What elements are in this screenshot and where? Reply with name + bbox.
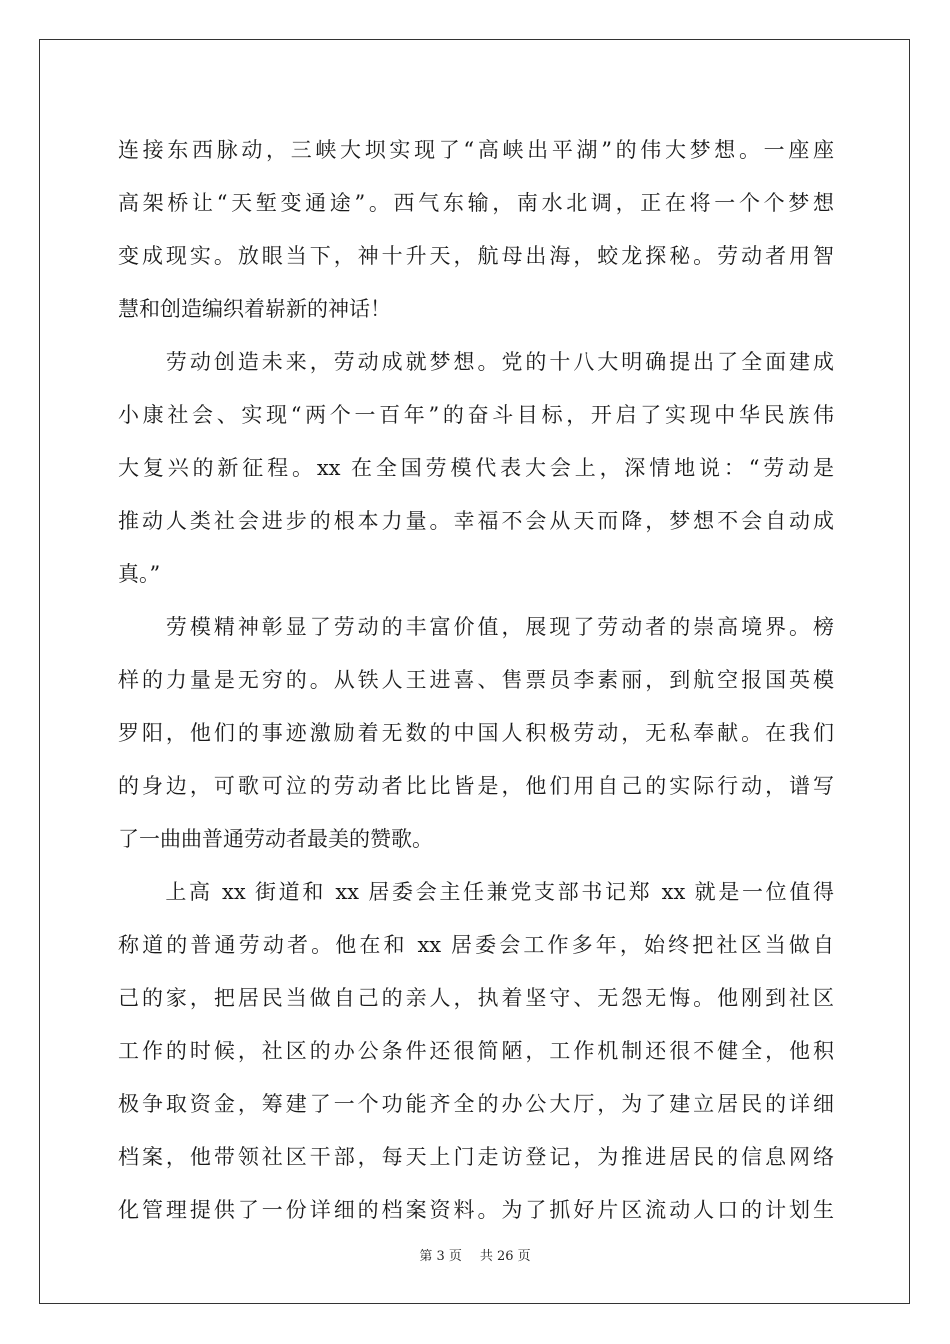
text-line: 小康社会、实现“两个一百年”的奋斗目标，开启了实现中华民族伟 — [118, 403, 834, 427]
page-number: 第 3 页 — [419, 1249, 462, 1264]
text-line: 大复兴的新征程。xx 在全国劳模代表大会上，深情地说：“劳动是 — [118, 456, 834, 480]
page-footer — [0, 1245, 950, 1264]
text-line: 高架桥让“天堑变通途”。西气东输，南水北调，正在将一个个梦想 — [118, 191, 834, 215]
text-line: 样的力量是无穷的。从铁人王进喜、售票员李素丽，到航空报国英模 — [118, 668, 834, 692]
text-line: 劳动创造未来，劳动成就梦想。党的十八大明确提出了全面建成 — [118, 350, 834, 374]
text-line: 的身边，可歌可泣的劳动者比比皆是，他们用自己的实际行动，谱写 — [118, 774, 834, 798]
page-total: 共 26 页 — [479, 1249, 531, 1264]
text-line: 慧和创造编织着崭新的神话！ — [118, 297, 391, 321]
document-body — [118, 124, 834, 1237]
paragraph-3 — [118, 601, 834, 866]
text-line: 工作的时候，社区的办公条件还很简陋，工作机制还很不健全，他积 — [118, 1039, 834, 1063]
text-line: 了一曲曲普通劳动者最美的赞歌。 — [118, 827, 433, 851]
text-line: 己的家，把居民当做自己的亲人，执着坚守、无怨无悔。他刚到社区 — [118, 986, 834, 1010]
text-line: 极争取资金，筹建了一个功能齐全的办公大厅，为了建立居民的详细 — [118, 1092, 834, 1116]
text-line: 劳模精神彰显了劳动的丰富价值，展现了劳动者的崇高境界。榜 — [118, 615, 834, 639]
text-line: 上高 xx 街道和 xx 居委会主任兼党支部书记郑 xx 就是一位值得 — [118, 880, 834, 904]
text-line: 推动人类社会进步的根本力量。幸福不会从天而降，梦想不会自动成 — [118, 509, 834, 533]
text-line: 真。” — [118, 562, 161, 586]
text-line: 化管理提供了一份详细的档案资料。为了抓好片区流动人口的计划生 — [118, 1198, 834, 1222]
text-line: 称道的普通劳动者。他在和 xx 居委会工作多年，始终把社区当做自 — [118, 933, 834, 957]
text-line: 档案，他带领社区干部，每天上门走访登记，为推进居民的信息网络 — [118, 1145, 834, 1169]
paragraph-2 — [118, 336, 834, 601]
paragraph-4 — [118, 866, 834, 1237]
text-line: 连接东西脉动，三峡大坝实现了“高峡出平湖”的伟大梦想。一座座 — [118, 138, 834, 162]
text-line: 变成现实。放眼当下，神十升天，航母出海，蛟龙探秘。劳动者用智 — [118, 244, 834, 268]
paragraph-1 — [118, 124, 834, 336]
text-line: 罗阳，他们的事迹激励着无数的中国人积极劳动，无私奉献。在我们 — [118, 721, 834, 745]
